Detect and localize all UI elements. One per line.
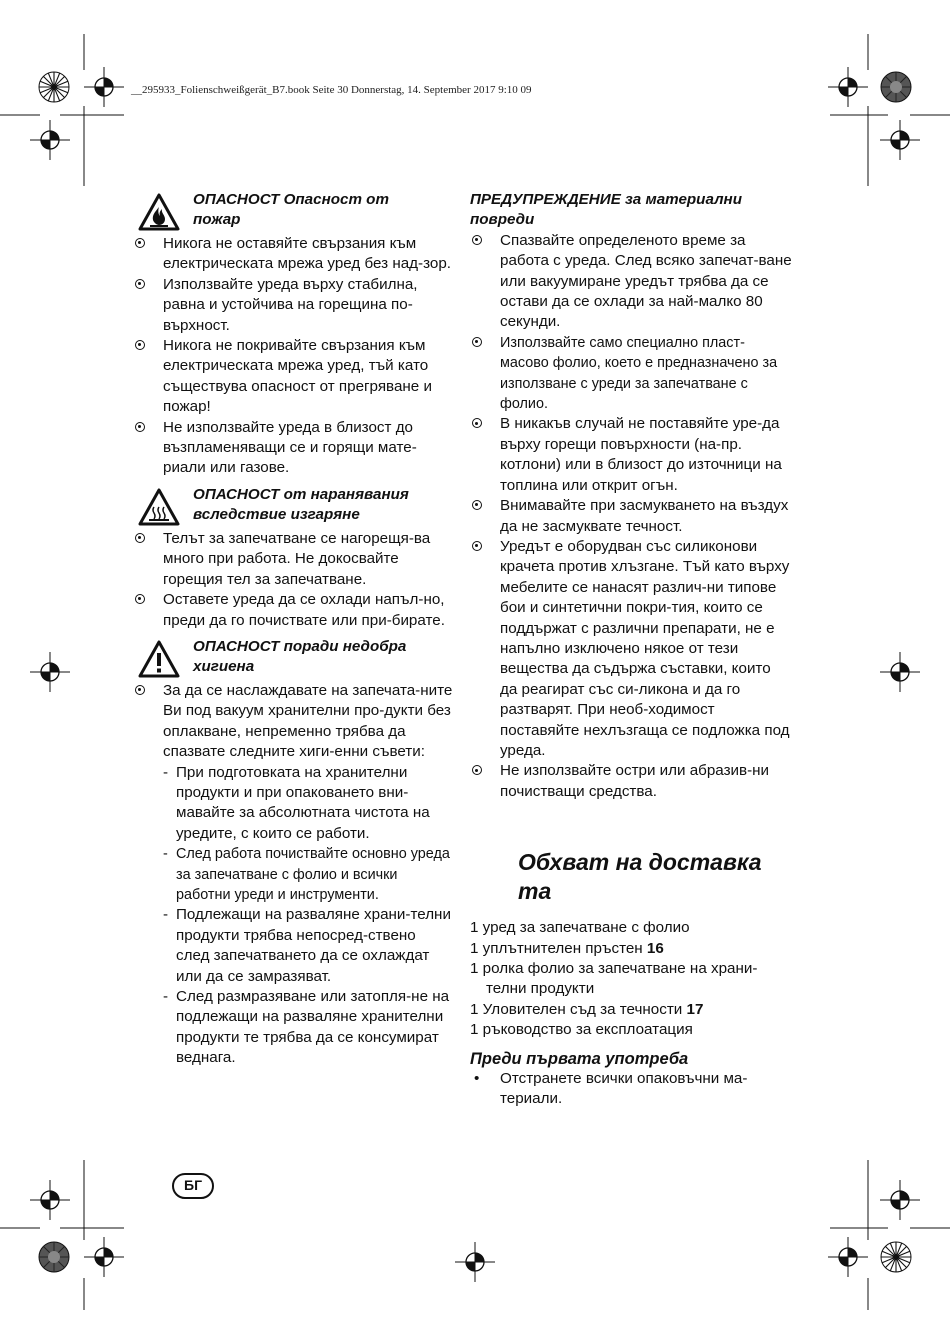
- list-item: Използвайте уреда върху стабилна, равна и устойчива на горещина по-върхност.: [133, 275, 453, 336]
- list-item: Внимавайте при засмукването на въздух да не засмуквате течност.: [470, 496, 792, 537]
- circle-bullet-icon: [135, 422, 145, 432]
- sub-list-item: - Подлежащи на разваляне храни-телни продукти трябва непосред-ствено след запечатването да се охлаждат или да се замразяват.: [163, 905, 453, 987]
- danger-fire-title-2: пожар: [193, 211, 241, 229]
- burn-safety-list: [133, 529, 453, 631]
- list-item: • Отстранете всички опаковъчни ма-териали.: [474, 1070, 748, 1108]
- list-item: В никакъв случай не поставяйте уре-да върху горещи повърхности (на-пр. котлони) или в близост до източници на топлина или открит огън.: [470, 414, 792, 496]
- circle-bullet-icon: [472, 235, 482, 245]
- left-column: [133, 190, 453, 1069]
- scope-of-delivery-list: [470, 918, 792, 1040]
- hot-surface-warning-icon: [137, 487, 181, 527]
- circle-bullet-icon: [135, 533, 145, 543]
- part-number: 17: [686, 1000, 704, 1018]
- sub-list-item: - При подготовката на хранителни продукти и при опаковането вни-мавайте за абсолютната чистота на уредите, с които се работи.: [163, 763, 453, 845]
- fire-warning-icon: [137, 192, 181, 232]
- fire-safety-list: [133, 234, 453, 479]
- sub-list-item: - След работа почиствайте основно уреда за запечатване с фолио и всички работни уреди и инструменти.: [163, 844, 453, 905]
- danger-burn-title-2: вследствие изгаряне: [193, 506, 360, 524]
- part-number: 16: [646, 939, 664, 957]
- list-item: 1 Уловителен съд за течности 17: [470, 1000, 704, 1018]
- before-first-use-heading: Преди първата употреба: [470, 1049, 689, 1068]
- list-item: 1 ролка фолио за запечатване на храни-телни продукти: [470, 960, 758, 998]
- circle-bullet-icon: [135, 340, 145, 350]
- list-item: Уредът е оборудван със силиконови крачета против хлъзгане. Тъй като върху мебелите се нанасят различ-ни типове бои и синтетични покри-тия, които се поддържат с различни препарати, не е напълно изключено някое от тези вещества да съдържа съставки, които да реагират със си-ликона и да го разтварят. При необ-ходимост поставяйте нехлъзгаща се подложка под уреда.: [470, 537, 792, 761]
- circle-bullet-icon: [135, 594, 145, 604]
- list-item: Спазвайте определеното време за работа с уреда. След всяко запечат-ване или вакуумиране уредът трябва да се остави да се охлади за най-малко 80 секунди.: [470, 231, 792, 333]
- hygiene-sublist: [163, 763, 453, 1069]
- list-item: Използвайте само специално пласт-масово фолио, което е предназначено за използване с уреди за запечатване с фолио.: [470, 333, 792, 415]
- right-column: [470, 190, 792, 1110]
- circle-bullet-icon: [135, 238, 145, 248]
- language-badge: БГ: [172, 1173, 214, 1199]
- material-damage-title-2: повреди: [470, 211, 535, 229]
- list-item: Никога не оставяйте свързания към електрическата мрежа уред без над-зор.: [133, 234, 453, 275]
- before-first-use-list: [470, 1069, 792, 1110]
- danger-fire-heading: [133, 190, 453, 232]
- print-header-info: __295933_Folienschweißgerät_B7.book Seite 30 Donnerstag, 14. September 2017 9:10 09: [131, 84, 532, 96]
- circle-bullet-icon: [135, 279, 145, 289]
- list-item: Оставете уреда да се охлади напъл-но, преди да го почиствате или при-бирате.: [133, 590, 453, 631]
- hygiene-list: [133, 681, 453, 1069]
- exclamation-warning-icon: [137, 639, 181, 679]
- scope-of-delivery-heading: Обхват на доставка та: [518, 849, 762, 905]
- circle-bullet-icon: [472, 337, 482, 347]
- material-damage-title: ПРЕДУПРЕЖДЕНИЕ за материални: [470, 191, 742, 208]
- material-damage-list: [470, 231, 792, 802]
- list-item: Никога не покривайте свързания към електрическата мрежа уред, тъй като съществува опасност от прегряване и пожар!: [133, 336, 453, 418]
- danger-burn-title: ОПАСНОСТ от наранявания: [193, 485, 409, 503]
- danger-fire-title: ОПАСНОСТ Опасност от: [193, 191, 389, 208]
- material-damage-heading: [470, 190, 792, 231]
- danger-hygiene-title: ОПАСНОСТ поради недобра: [193, 637, 407, 655]
- circle-bullet-icon: [135, 685, 145, 695]
- circle-bullet-icon: [472, 541, 482, 551]
- danger-hygiene-title-2: хигиена: [193, 658, 255, 676]
- sub-list-item: - След размразяване или затопля-не на подлежащи на разваляне хранителни продукти те трябва да се консумират веднага.: [163, 987, 453, 1069]
- bullet-dot: •: [474, 1070, 480, 1088]
- list-item: Не използвайте уреда в близост до възпламеняващи се и горящи мате-риали или газове.: [133, 418, 453, 479]
- list-item: 1 уплътнителен пръстен 16: [470, 939, 664, 957]
- danger-hygiene-heading: [133, 637, 453, 679]
- danger-burn-heading: [133, 485, 453, 527]
- list-item: Не използвайте остри или абразив-ни почистващи средства.: [470, 761, 792, 802]
- list-item: 1 ръководство за експлоатация: [470, 1021, 693, 1039]
- circle-bullet-icon: [472, 418, 482, 428]
- circle-bullet-icon: [472, 765, 482, 775]
- circle-bullet-icon: [472, 500, 482, 510]
- list-item: 1 уред за запечатване с фолио: [470, 919, 690, 937]
- list-item: Телът за запечатване се нагорещя-ва много при работа. Не докосвайте горещия тел за запечатване.: [133, 529, 453, 590]
- list-item: За да се наслаждавате на запечата-ните Ви под вакуум хранителни про-дукти без оплакване, непременно трябва да спазвате следните хиги-енни съвети: - При подготовката на хранителни продукти и при опаковането вни-мавайте за абсолютната чистота на уредите, с които се работи. - След работа почиствайте основно уреда за запечатване с фолио и всички работни уреди и инструменти. - Подлежащи на разваляне храни-телни продукти трябва непосред-ствено след запечатването да се охлаждат или да се замразяват. - След размразяване или затопля-не на подлежащи на разваляне хранителни продукти те трябва да се консумират веднага.: [133, 681, 453, 1069]
